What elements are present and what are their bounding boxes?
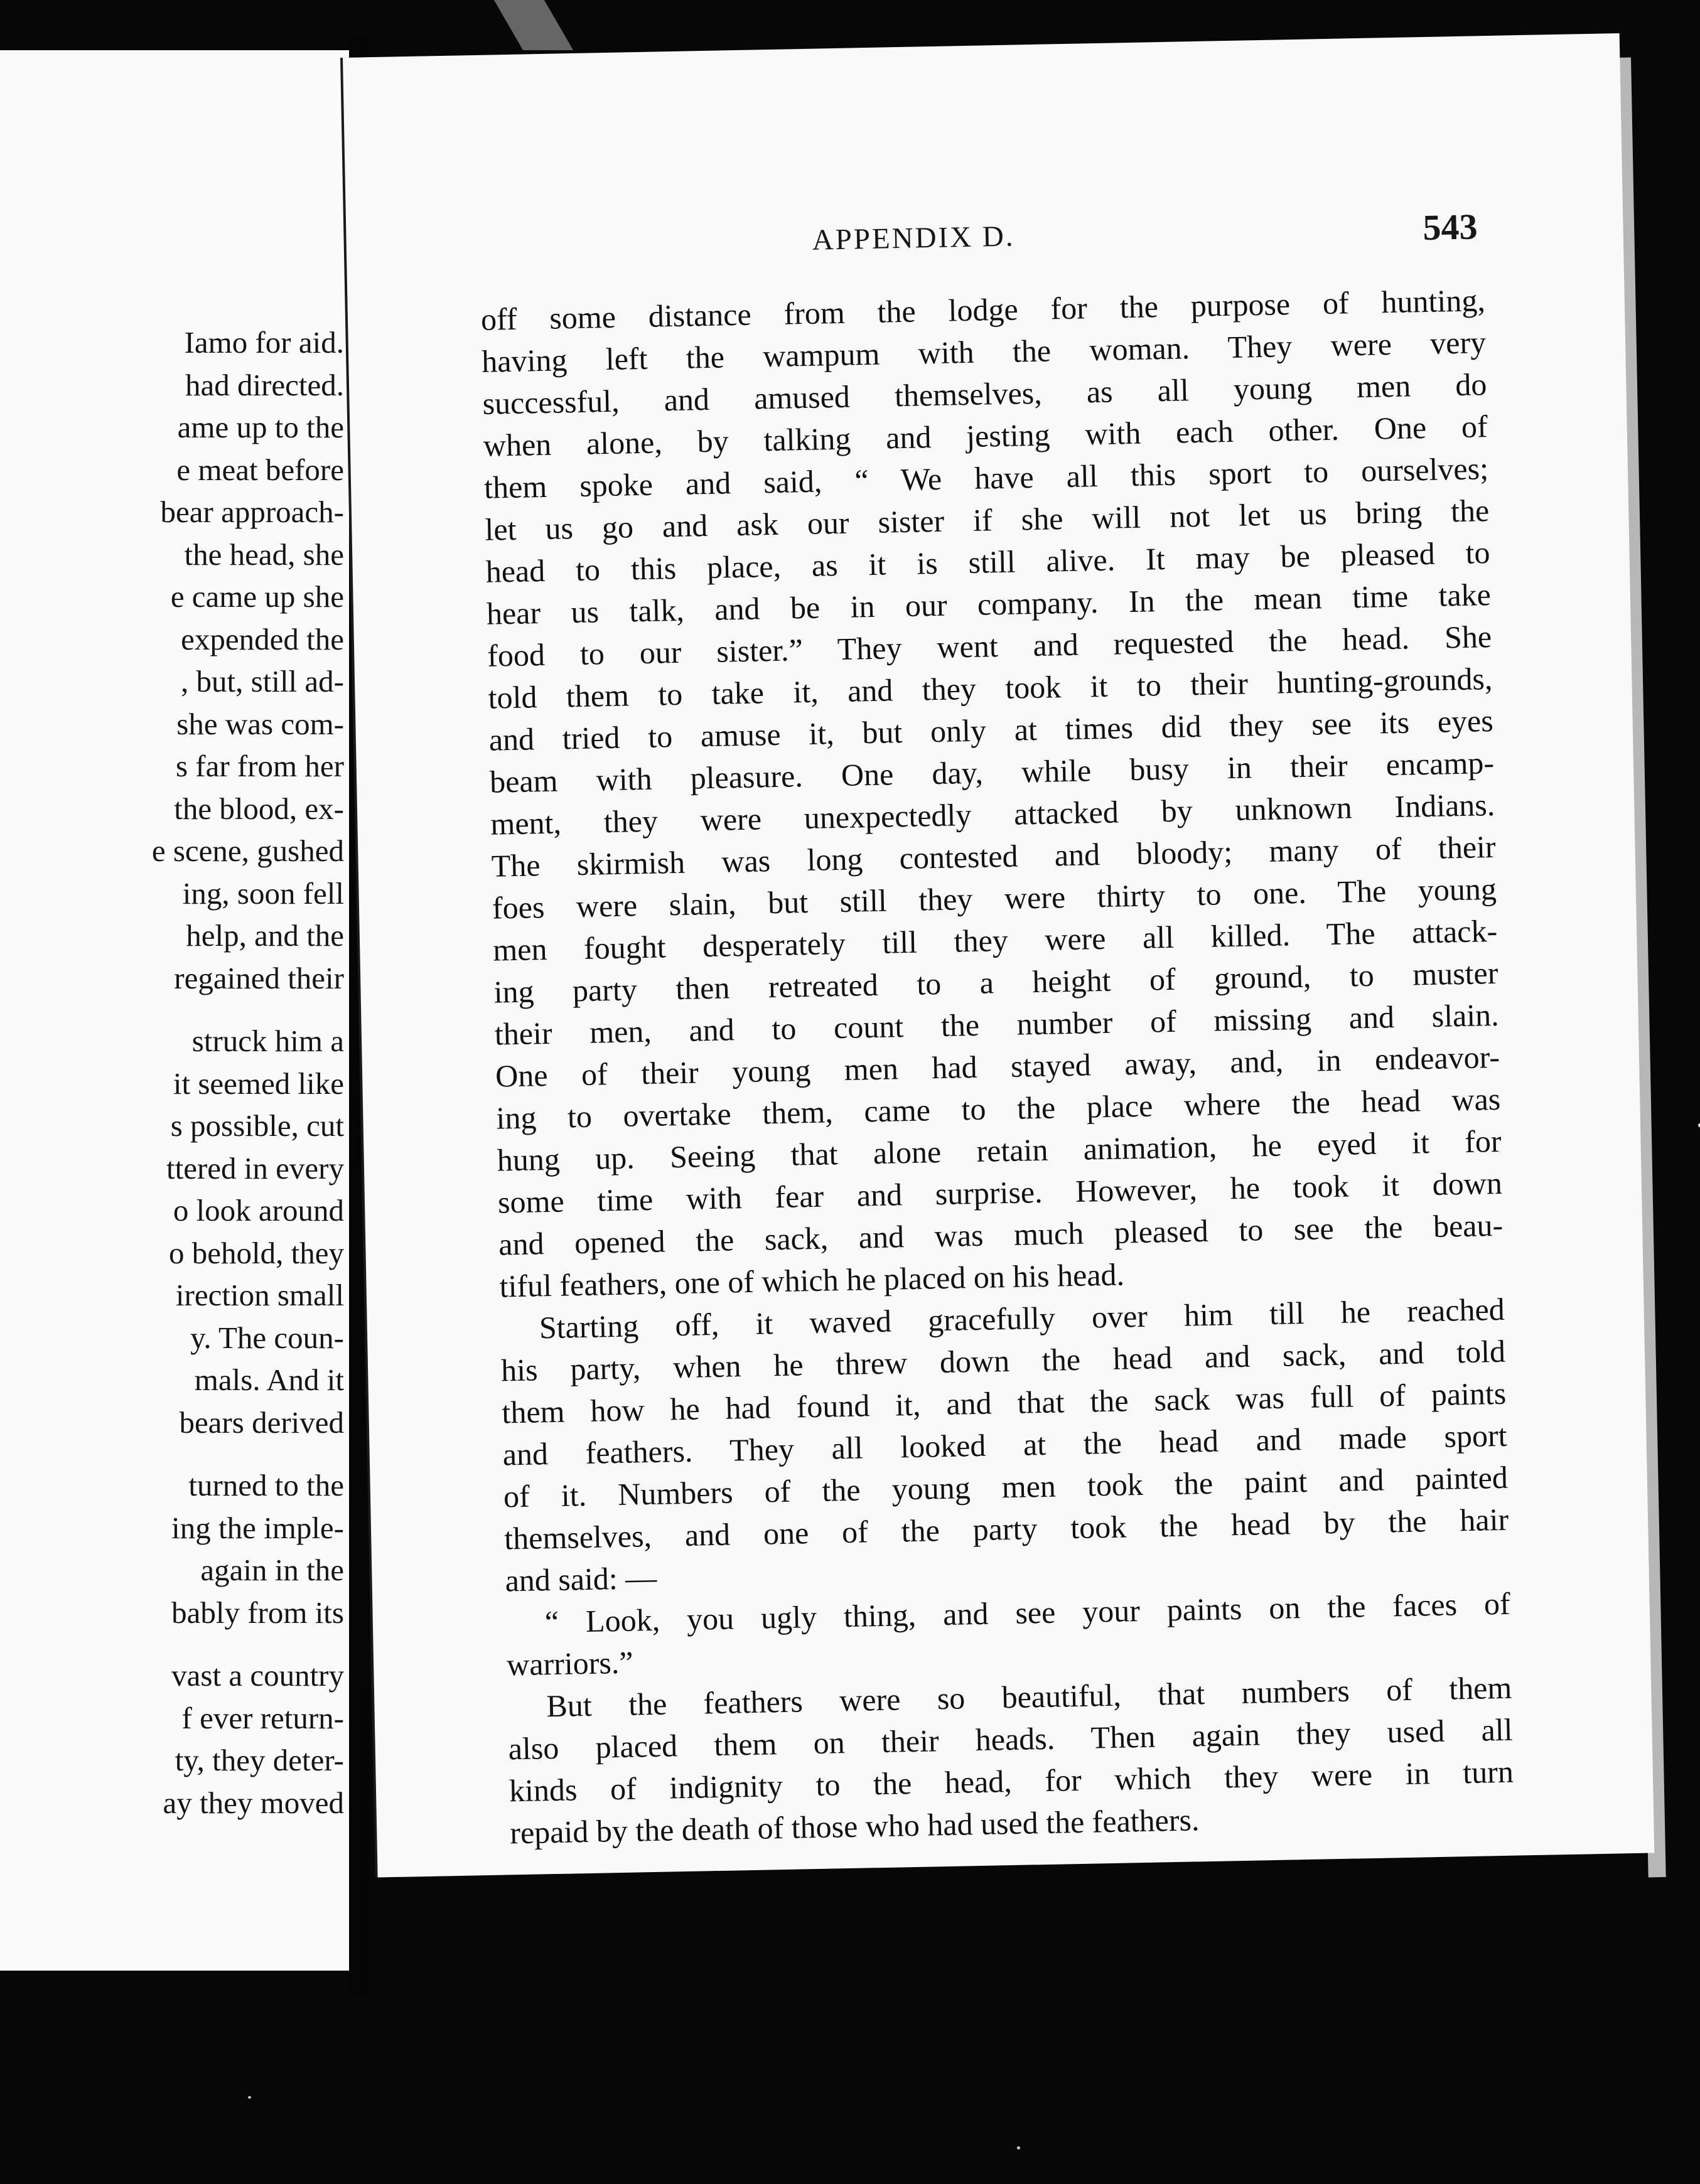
body-line: But the feathers were so beautiful, that numbers of them (546, 1669, 1512, 1724)
page-number: 543 (1422, 206, 1478, 249)
body-line: themselves, and one of the party took the head by the hair (503, 1501, 1509, 1556)
body-text (480, 279, 1514, 1854)
left-page-line: regained their (174, 960, 344, 995)
body-line: told them to take it, and they took it to their hunting-grounds, (488, 661, 1493, 715)
body-line: Starting off, it waved gracefully over him till he reached (539, 1291, 1505, 1346)
body-line: of it. Numbers of the young men took the paint and painted (503, 1459, 1509, 1514)
left-page-line: Iamo for aid. (184, 325, 344, 360)
body-line: and tried to amuse it, but only at times did they see its eyes (488, 703, 1494, 757)
left-page-line: f ever return- (181, 1700, 344, 1735)
left-page-line: the blood, ex- (174, 791, 344, 826)
left-page-text (18, 321, 344, 1824)
left-page-line: mals. And it (194, 1362, 344, 1397)
left-page (0, 50, 349, 1971)
body-line: them spoke and said, “ We have all this sport to ourselves; (483, 451, 1489, 505)
body-line: them how he had found it, and that the sack was full of paints (501, 1375, 1507, 1430)
scan-smudge (494, 0, 573, 50)
left-page-line: the head, she (184, 537, 344, 572)
left-page-line: ty, they deter- (175, 1743, 344, 1777)
body-line: ing party then retreated to a height of ground, to muster (493, 955, 1498, 1010)
left-page-line: ttered in every (166, 1150, 344, 1186)
body-line: also placed them on their heads. Then again they used all (508, 1711, 1514, 1767)
body-line: and said: — (505, 1560, 657, 1598)
body-line: let us go and ask our sister if she will not let us bring the (484, 493, 1490, 547)
body-line: ing to overtake them, came to the place where the head was (495, 1081, 1501, 1136)
dust-speck (1017, 2146, 1020, 2149)
body-line: when alone, by talking and jesting with each other. One of (483, 409, 1488, 463)
body-line: One of their young men had stayed away, and, in endeavor- (495, 1039, 1500, 1094)
left-page-line: turned to the (188, 1468, 344, 1502)
body-line: ment, they were unexpectedly attacked by unknown Indians. (490, 786, 1495, 842)
left-page-line: s far from her (175, 749, 344, 783)
right-page (343, 33, 1654, 1878)
left-page-line: o behold, they (169, 1235, 344, 1270)
paragraph-gap (18, 1443, 344, 1464)
left-page-line: o look around (173, 1193, 344, 1228)
body-line: having left the wampum with the woman. They were very (481, 324, 1487, 379)
body-line: and opened the sack, and was much pleased to see the beau- (498, 1207, 1504, 1262)
left-page-line: vast a country (171, 1658, 344, 1693)
body-line: some time with fear and surprise. However, he took it down (497, 1165, 1503, 1220)
body-line: his party, when he threw down the head and sack, and told (500, 1333, 1506, 1388)
body-line: foes were slain, but still they were thirty to one. The young (492, 870, 1497, 926)
left-page-line: she was com- (176, 706, 344, 741)
body-line: repaid by the death of those who had used the feathers. (509, 1802, 1200, 1851)
left-page-line: e came up she (170, 579, 344, 614)
body-line: hung up. Seeing that alone retain animation, he eyed it for (497, 1123, 1502, 1178)
left-page-line: had directed. (185, 367, 344, 402)
left-page-line: , but, still ad- (181, 664, 344, 699)
body-line: “ Look, you ugly thing, and see your paints on the faces of (544, 1585, 1511, 1640)
body-line: beam with pleasure. One day, while busy in their encamp- (489, 745, 1495, 800)
left-page-line: it seemed like (173, 1066, 344, 1101)
body-line: kinds of indignity to the head, for which they were in turn (508, 1753, 1514, 1809)
left-page-line: y. The coun- (190, 1320, 344, 1355)
left-page-line: bears derived (179, 1405, 344, 1440)
page-header (479, 206, 1478, 280)
paragraph-gap (18, 999, 344, 1020)
body-line: their men, and to count the number of missing and slain. (494, 997, 1500, 1052)
body-line: food to our sister.” They went and requested the head. She (487, 619, 1492, 673)
paragraph-gap (18, 1634, 344, 1654)
body-line: and feathers. They all looked at the head and made sport (502, 1417, 1508, 1472)
left-page-line: s possible, cut (170, 1108, 344, 1143)
body-line: successful, and amused themselves, as all young men do (482, 367, 1487, 421)
left-page-line: e scene, gushed (151, 833, 344, 868)
left-page-line: help, and the (186, 918, 344, 953)
left-page-line: struck him a (191, 1024, 344, 1058)
body-line: head to this place, as it is still alive. It may be pleased to (485, 535, 1491, 589)
left-page-line: ing, soon fell (182, 875, 344, 911)
left-page-line: bably from its (171, 1595, 344, 1630)
left-page-line: e meat before (176, 452, 344, 487)
left-page-line: expended the (181, 621, 344, 656)
running-head: APPENDIX D. (812, 220, 1016, 257)
left-page-line: ay they moved (163, 1785, 344, 1820)
body-line: The skirmish was long contested and bloody; many of their (491, 828, 1497, 884)
body-line: warriors.” (506, 1644, 633, 1683)
body-line: men fought desperately till they were all killed. The attack- (492, 913, 1498, 968)
left-page-line: ame up to the (177, 410, 344, 444)
body-line: off some distance from the lodge for the purpose of hunting, (480, 282, 1486, 337)
dust-speck (248, 2096, 251, 2099)
left-page-line: again in the (200, 1553, 344, 1587)
body-line: tiful feathers, one of which he placed on his head. (499, 1256, 1125, 1304)
body-line: hear us talk, and be in our company. In the mean time take (486, 577, 1492, 631)
left-page-line: ing the imple- (171, 1510, 344, 1545)
left-page-line: bear approach- (160, 495, 344, 529)
left-page-line: irection small (175, 1278, 344, 1312)
